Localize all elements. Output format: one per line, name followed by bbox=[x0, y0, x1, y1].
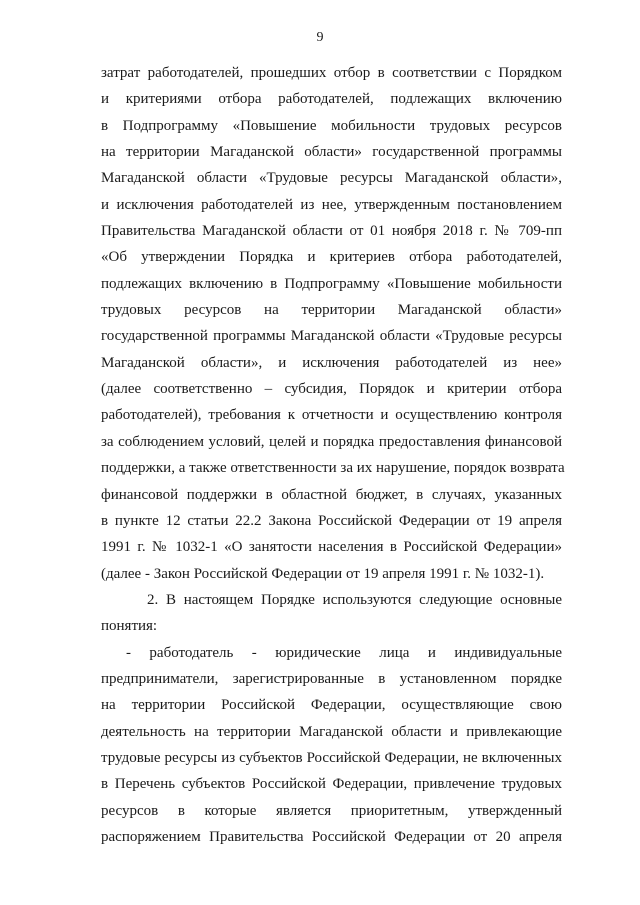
text-line: (далее - Закон Российской Федерации от 19 апреля 1991 г. № 1032-1). bbox=[101, 565, 545, 582]
text-line: в пункте 12 статьи 22.2 Закона Российской Федерации от 19 апреля bbox=[101, 512, 562, 529]
text-line: предприниматели, зарегистрированные в установленном порядке bbox=[101, 670, 562, 687]
text-line: и исключения работодателей из нее, утвержденным постановлением bbox=[101, 196, 562, 213]
text-line: Правительства Магаданской области от 01 ноября 2018 г. № 709-пп bbox=[101, 223, 562, 240]
text-line: финансовой поддержки в областной бюджет, в случаях, указанных bbox=[101, 486, 562, 503]
text-line: и критериями отбора работодателей, подлежащих включению bbox=[101, 91, 562, 108]
text-line: понятия: bbox=[101, 618, 158, 635]
text-line: в Перечень субъектов Российской Федерации, привлечение трудовых bbox=[101, 776, 562, 793]
text-line: - работодатель - юридические лица и индивидуальные bbox=[126, 644, 562, 661]
text-line: трудовых ресурсов на территории Магаданской области» bbox=[101, 302, 562, 319]
text-line: на территории Российской Федерации, осуществляющие свою bbox=[101, 697, 562, 714]
text-line: поддержки, а также ответственности за их нарушение, порядок возврата bbox=[101, 460, 565, 477]
text-line: затрат работодателей, прошедших отбор в соответствии с Порядком bbox=[101, 65, 562, 81]
text-line: государственной программы Магаданской области «Трудовые ресурсы bbox=[101, 328, 562, 345]
text-line: распоряжением Правительства Российской Федерации от 20 апреля bbox=[101, 828, 562, 845]
text-line: «Об утверждении Порядка и критериев отбора работодателей, bbox=[101, 249, 562, 266]
text-line: Магаданской области «Трудовые ресурсы Магаданской области», bbox=[101, 170, 562, 187]
text-line: трудовые ресурсы из субъектов Российской Федерации, не включенных bbox=[101, 749, 562, 766]
text-line: деятельность на территории Магаданской области и привлекающие bbox=[101, 723, 562, 740]
text-line: ресурсов в которые является приоритетным, утвержденный bbox=[101, 802, 562, 819]
text-line: 1991 г. № 1032-1 «О занятости населения в Российской Федерации» bbox=[101, 539, 562, 556]
text-line: работодателей), требования к отчетности и осуществлению контроля bbox=[101, 407, 562, 424]
text-line: в Подпрограмму «Повышение мобильности трудовых ресурсов bbox=[101, 117, 562, 134]
text-line: (далее соответственно – субсидия, Порядок и критерии отбора bbox=[101, 381, 562, 398]
document-text bbox=[101, 60, 565, 850]
text-line: на территории Магаданской области» государственной программы bbox=[101, 144, 562, 161]
text-line: 2. В настоящем Порядке используются следующие основные bbox=[147, 591, 562, 608]
page-number: 9 bbox=[316, 30, 324, 45]
text-line: подлежащих включению в Подпрограмму «Повышение мобильности bbox=[101, 275, 562, 292]
text-line: за соблюдением условий, целей и порядка предоставления финансовой bbox=[101, 433, 562, 450]
text-line: Магаданской области», и исключения работодателей из нее» bbox=[101, 354, 562, 371]
